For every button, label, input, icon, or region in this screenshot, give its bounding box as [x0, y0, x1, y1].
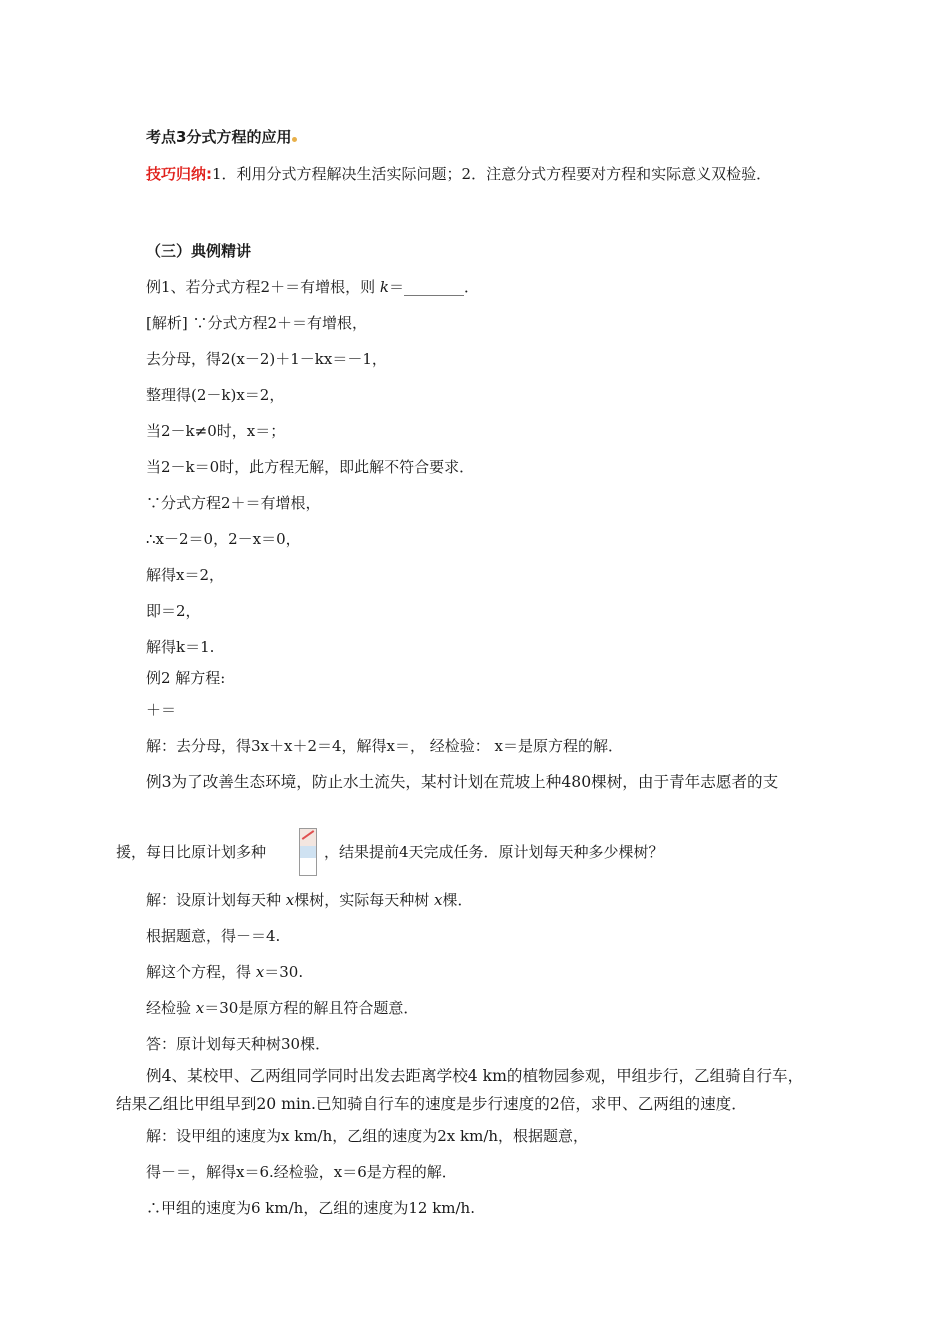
example4-solution-3: ∴甲组的速度为6 km/h，乙组的速度为12 km/h.	[146, 1199, 475, 1217]
tip-label: 技巧归纳:	[146, 165, 212, 183]
example1-variable: k	[379, 278, 389, 296]
example1-line-3: 整理得(2－k)x＝2，	[146, 386, 285, 404]
example1-line-1: [解析] ∵分式方程2＋＝有增根，	[146, 314, 368, 332]
example3-question-line-2a: 援，每日比原计划多种	[116, 843, 267, 861]
example3-solution-4b: ＝30是原方程的解且符合题意．	[204, 999, 419, 1017]
example3-var-x-2: x	[434, 891, 443, 909]
example3-solution-4	[146, 998, 418, 1018]
example3-solution-3b: ＝30.	[264, 963, 304, 981]
example3-solution-1	[146, 890, 473, 910]
section-heading	[146, 127, 297, 147]
example1-line-10: 解得k＝1.	[146, 638, 215, 656]
example1-question	[146, 277, 479, 297]
example1-line-5: 当2－k＝0时，此方程无解，即此解不符合要求．	[146, 458, 475, 476]
example1-question-end: ＝________．	[388, 278, 479, 296]
example3-var-x-3: x	[255, 963, 265, 981]
section-heading-text: 考点3分式方程的应用	[146, 128, 292, 146]
example3-solution-1c: 棵．	[442, 891, 473, 909]
example3-question-line-1: 例3为了改善生态环境，防止水土流失，某村计划在荒坡上种480棵树，由于青年志愿者的支	[146, 773, 779, 791]
example2-solution: 解：去分母，得3x＋x＋2＝4，解得x＝， 经检验： x＝是原方程的解．	[146, 737, 624, 755]
example4-solution-1: 解：设甲组的速度为x km/h，乙组的速度为2x km/h，根据题意，	[146, 1127, 589, 1145]
example1-line-9: 即＝2，	[146, 602, 201, 620]
example3-solution-3	[146, 962, 303, 982]
example1-question-text: 例1、若分式方程2＋＝有增根，则	[146, 278, 380, 296]
example3-solution-1b: 棵树，实际每天种树	[294, 891, 435, 909]
tip-line	[146, 164, 771, 184]
example4-question-line-1: 例4、某校甲、乙两组同学同时出发去距离学校4 km的植物园参观，甲组步行，乙组骑自行车，	[146, 1067, 804, 1085]
example3-solution-2: 根据题意，得－＝4.	[146, 927, 281, 945]
example3-var-x: x	[285, 891, 295, 909]
example3-solution-1a: 解：设原计划每天种	[146, 891, 286, 909]
example3-var-x-4: x	[195, 999, 205, 1017]
example3-question-line-2b: ，结果提前4天完成任务．原计划每天种多少棵树？	[324, 843, 664, 861]
example1-line-8: 解得x＝2，	[146, 566, 225, 584]
fraction-image-icon	[299, 828, 317, 876]
example2-title: 例2 解方程:	[146, 669, 226, 687]
example4-solution-2: 得－＝，解得x＝6.经检验，x＝6是方程的解．	[146, 1163, 457, 1181]
example1-line-4: 当2－k≠0时，x＝；	[146, 422, 286, 440]
example2-equation: ＋＝	[146, 701, 177, 719]
example1-line-6: ∵分式方程2＋＝有增根，	[146, 494, 321, 512]
example1-line-2: 去分母，得2(x－2)＋1－kx＝－1，	[146, 350, 387, 368]
example3-answer: 答：原计划每天种树30棵．	[146, 1035, 331, 1053]
example1-line-7: ∴x－2＝0，2－x＝0，	[146, 530, 301, 548]
mark-dot-icon	[292, 137, 297, 142]
example4-question-line-2: 结果乙组比甲组早到20 min.已知骑自行车的速度是步行速度的2倍，求甲、乙两组的速度．	[116, 1095, 747, 1113]
example3-solution-4a: 经检验	[146, 999, 196, 1017]
part-title: （三）典例精讲	[146, 242, 252, 260]
tip-text: 1．利用分式方程解决生活实际问题；2．注意分式方程要对方程和实际意义双检验．	[212, 165, 772, 183]
example3-solution-3a: 解这个方程，得	[146, 963, 256, 981]
